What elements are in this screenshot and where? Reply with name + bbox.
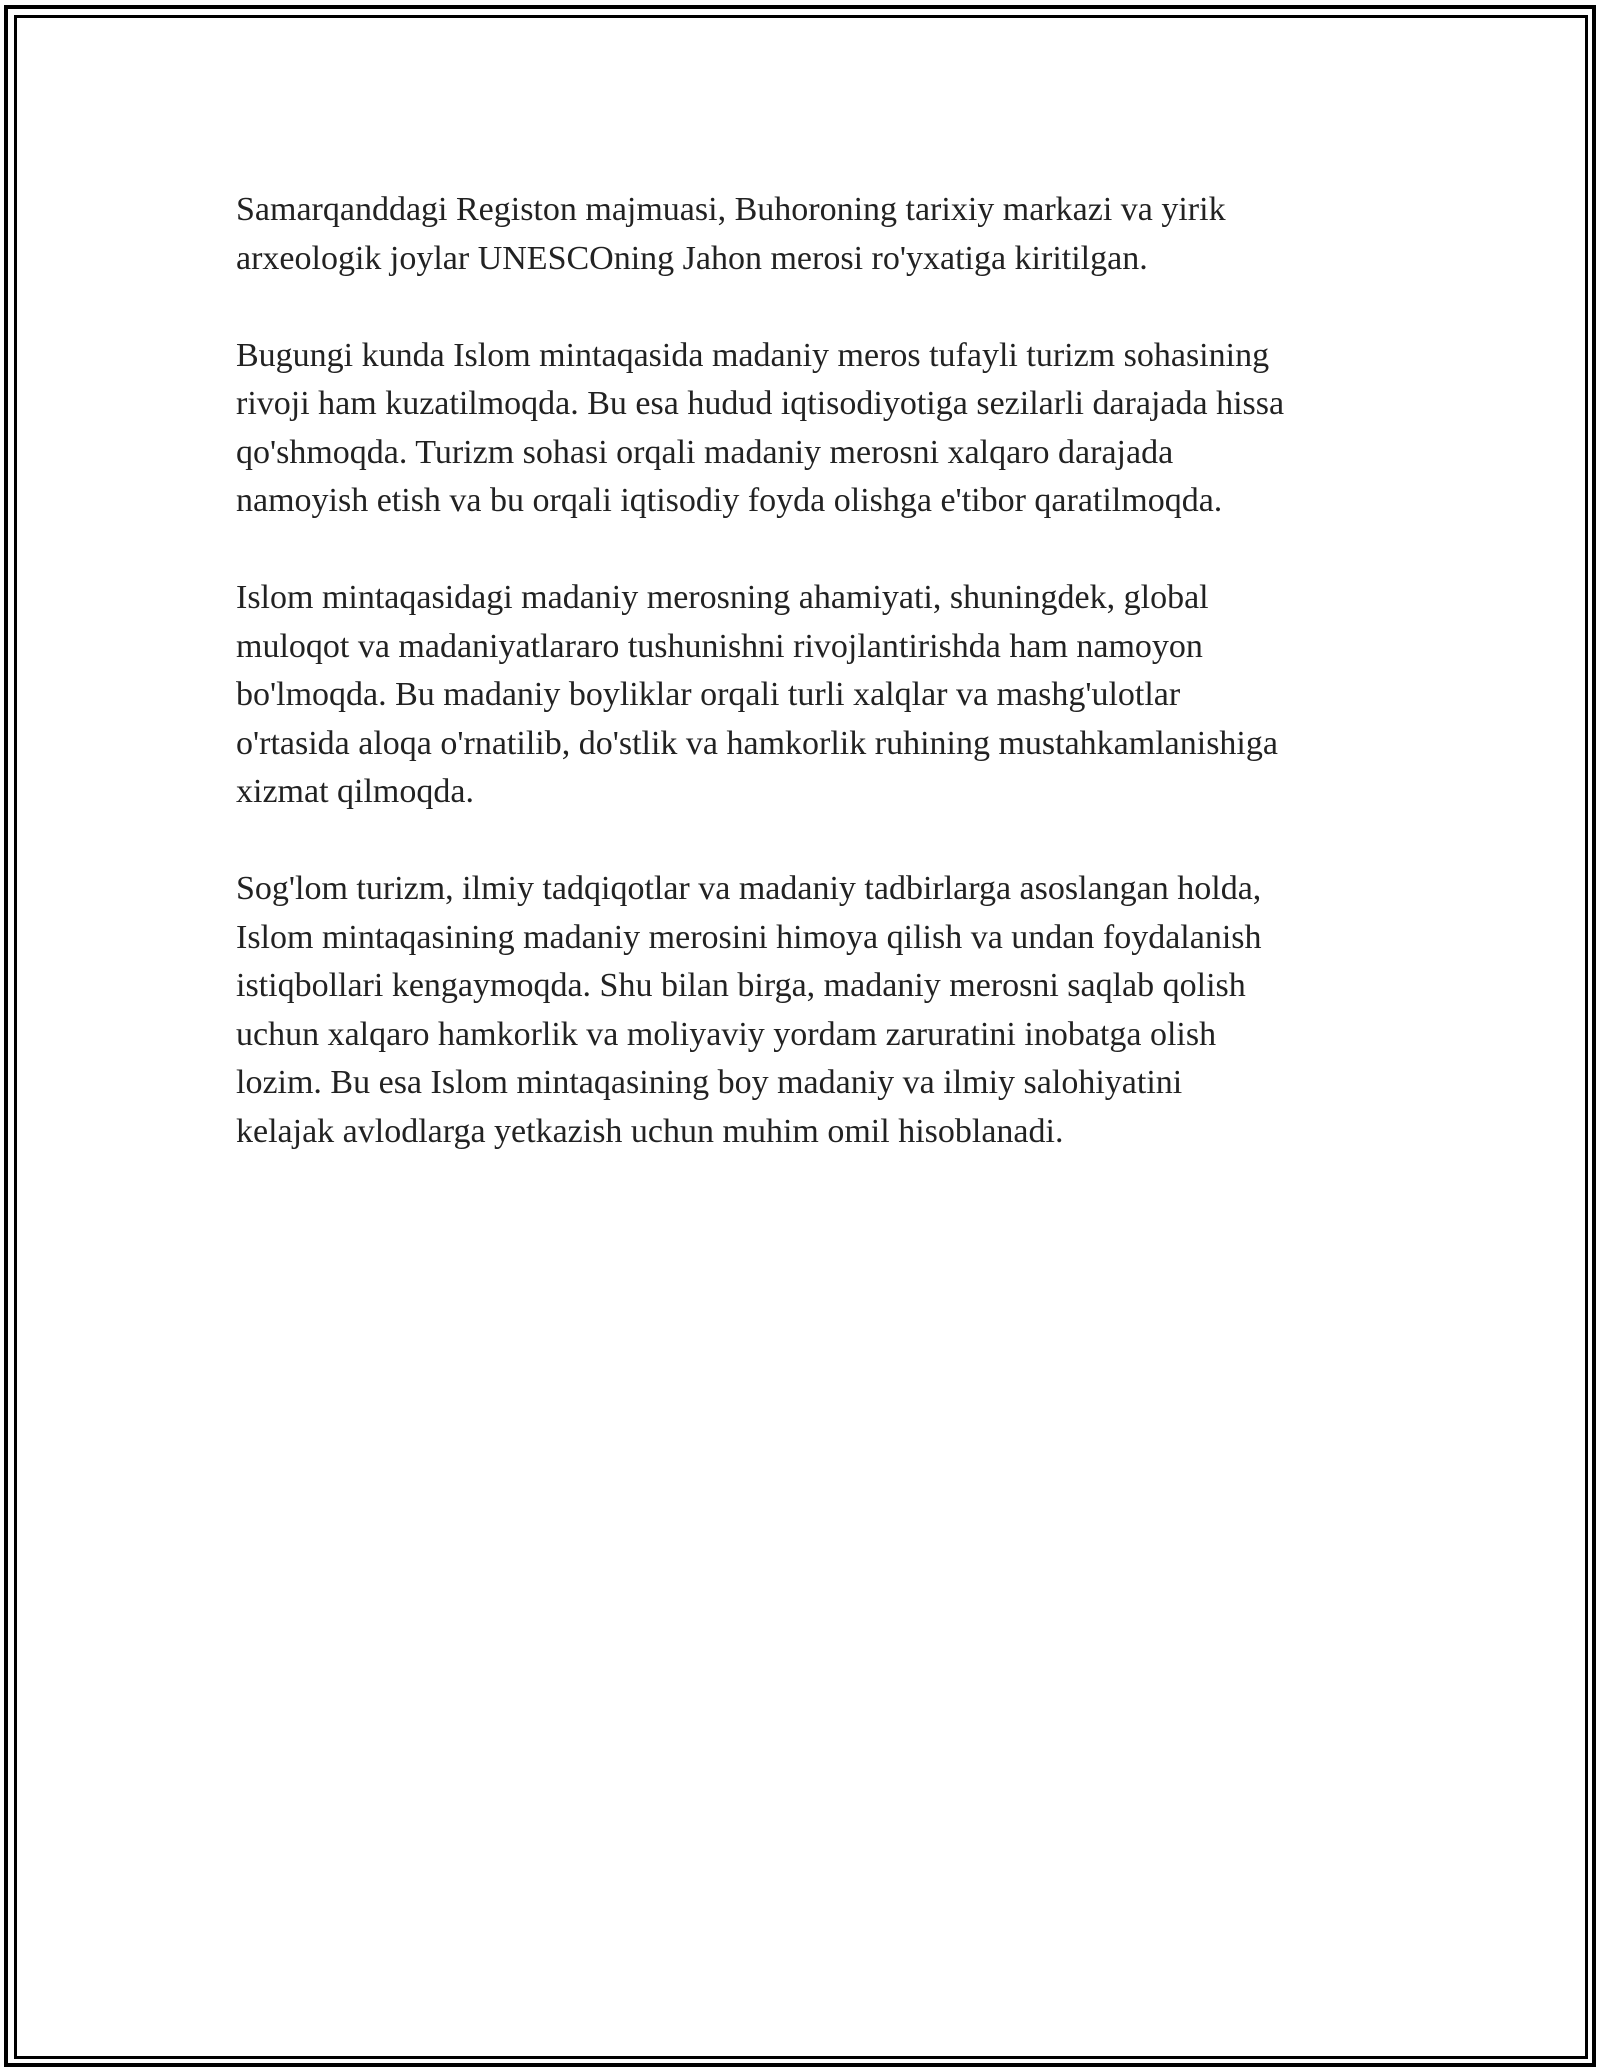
paragraph-3 [236,574,1396,817]
text-line: Sog'lom turizm, ilmiy tadqiqotlar va madaniy tadbirlarga asoslangan holda, [236,870,1262,907]
paragraph-2 [236,332,1396,526]
text-line: uchun xalqaro hamkorlik va moliyaviy yordam zaruratini inobatga olish [236,1015,1217,1053]
document-body [236,186,1396,1205]
text-line: bo'lmoqda. Bu madaniy boyliklar orqali turli xalqlar va mashg'ulotlar [236,676,1181,713]
text-line: qo'shmoqda. Turizm sohasi orqali madaniy merosni xalqaro darajada [236,433,1174,471]
text-line: Islom mintaqasining madaniy merosini himoya qilish va undan foydalanish [236,918,1262,956]
text-line: arxeologik joylar UNESCOning Jahon merosi ro'yxatiga kiritilgan. [236,239,1148,277]
paragraph-4 [236,865,1396,1156]
text-line: Islom mintaqasidagi madaniy merosning ahamiyati, shuningdek, global [236,579,1209,616]
text-line: lozim. Bu esa Islom mintaqasining boy madaniy va ilmiy salohiyatini [236,1064,1183,1101]
text-line: o'rtasida aloqa o'rnatilib, do'stlik va hamkorlik ruhining mustahkamlanishiga [236,724,1278,762]
text-line: kelajak avlodlarga yetkazish uchun muhim omil hisoblanadi. [236,1112,1064,1150]
text-line: xizmat qilmoqda. [236,773,474,810]
text-line: muloqot va madaniyatlararo tushunishni rivojlantirishda ham namoyon [236,627,1203,665]
paragraph-1 [236,186,1396,283]
text-line: namoyish etish va bu orqali iqtisodiy foyda olishga e'tibor qaratilmoqda. [236,482,1223,519]
text-line: Bugungi kunda Islom mintaqasida madaniy meros tufayli turizm sohasining [236,336,1270,374]
text-line: istiqbollari kengaymoqda. Shu bilan birga, madaniy merosni saqlab qolish [236,967,1246,1004]
text-line: rivoji ham kuzatilmoqda. Bu esa hudud iqtisodiyotiga sezilarli darajada hissa [236,385,1285,422]
text-line: Samarqanddagi Registon majmuasi, Buhoroning tarixiy markazi va yirik [236,191,1226,228]
